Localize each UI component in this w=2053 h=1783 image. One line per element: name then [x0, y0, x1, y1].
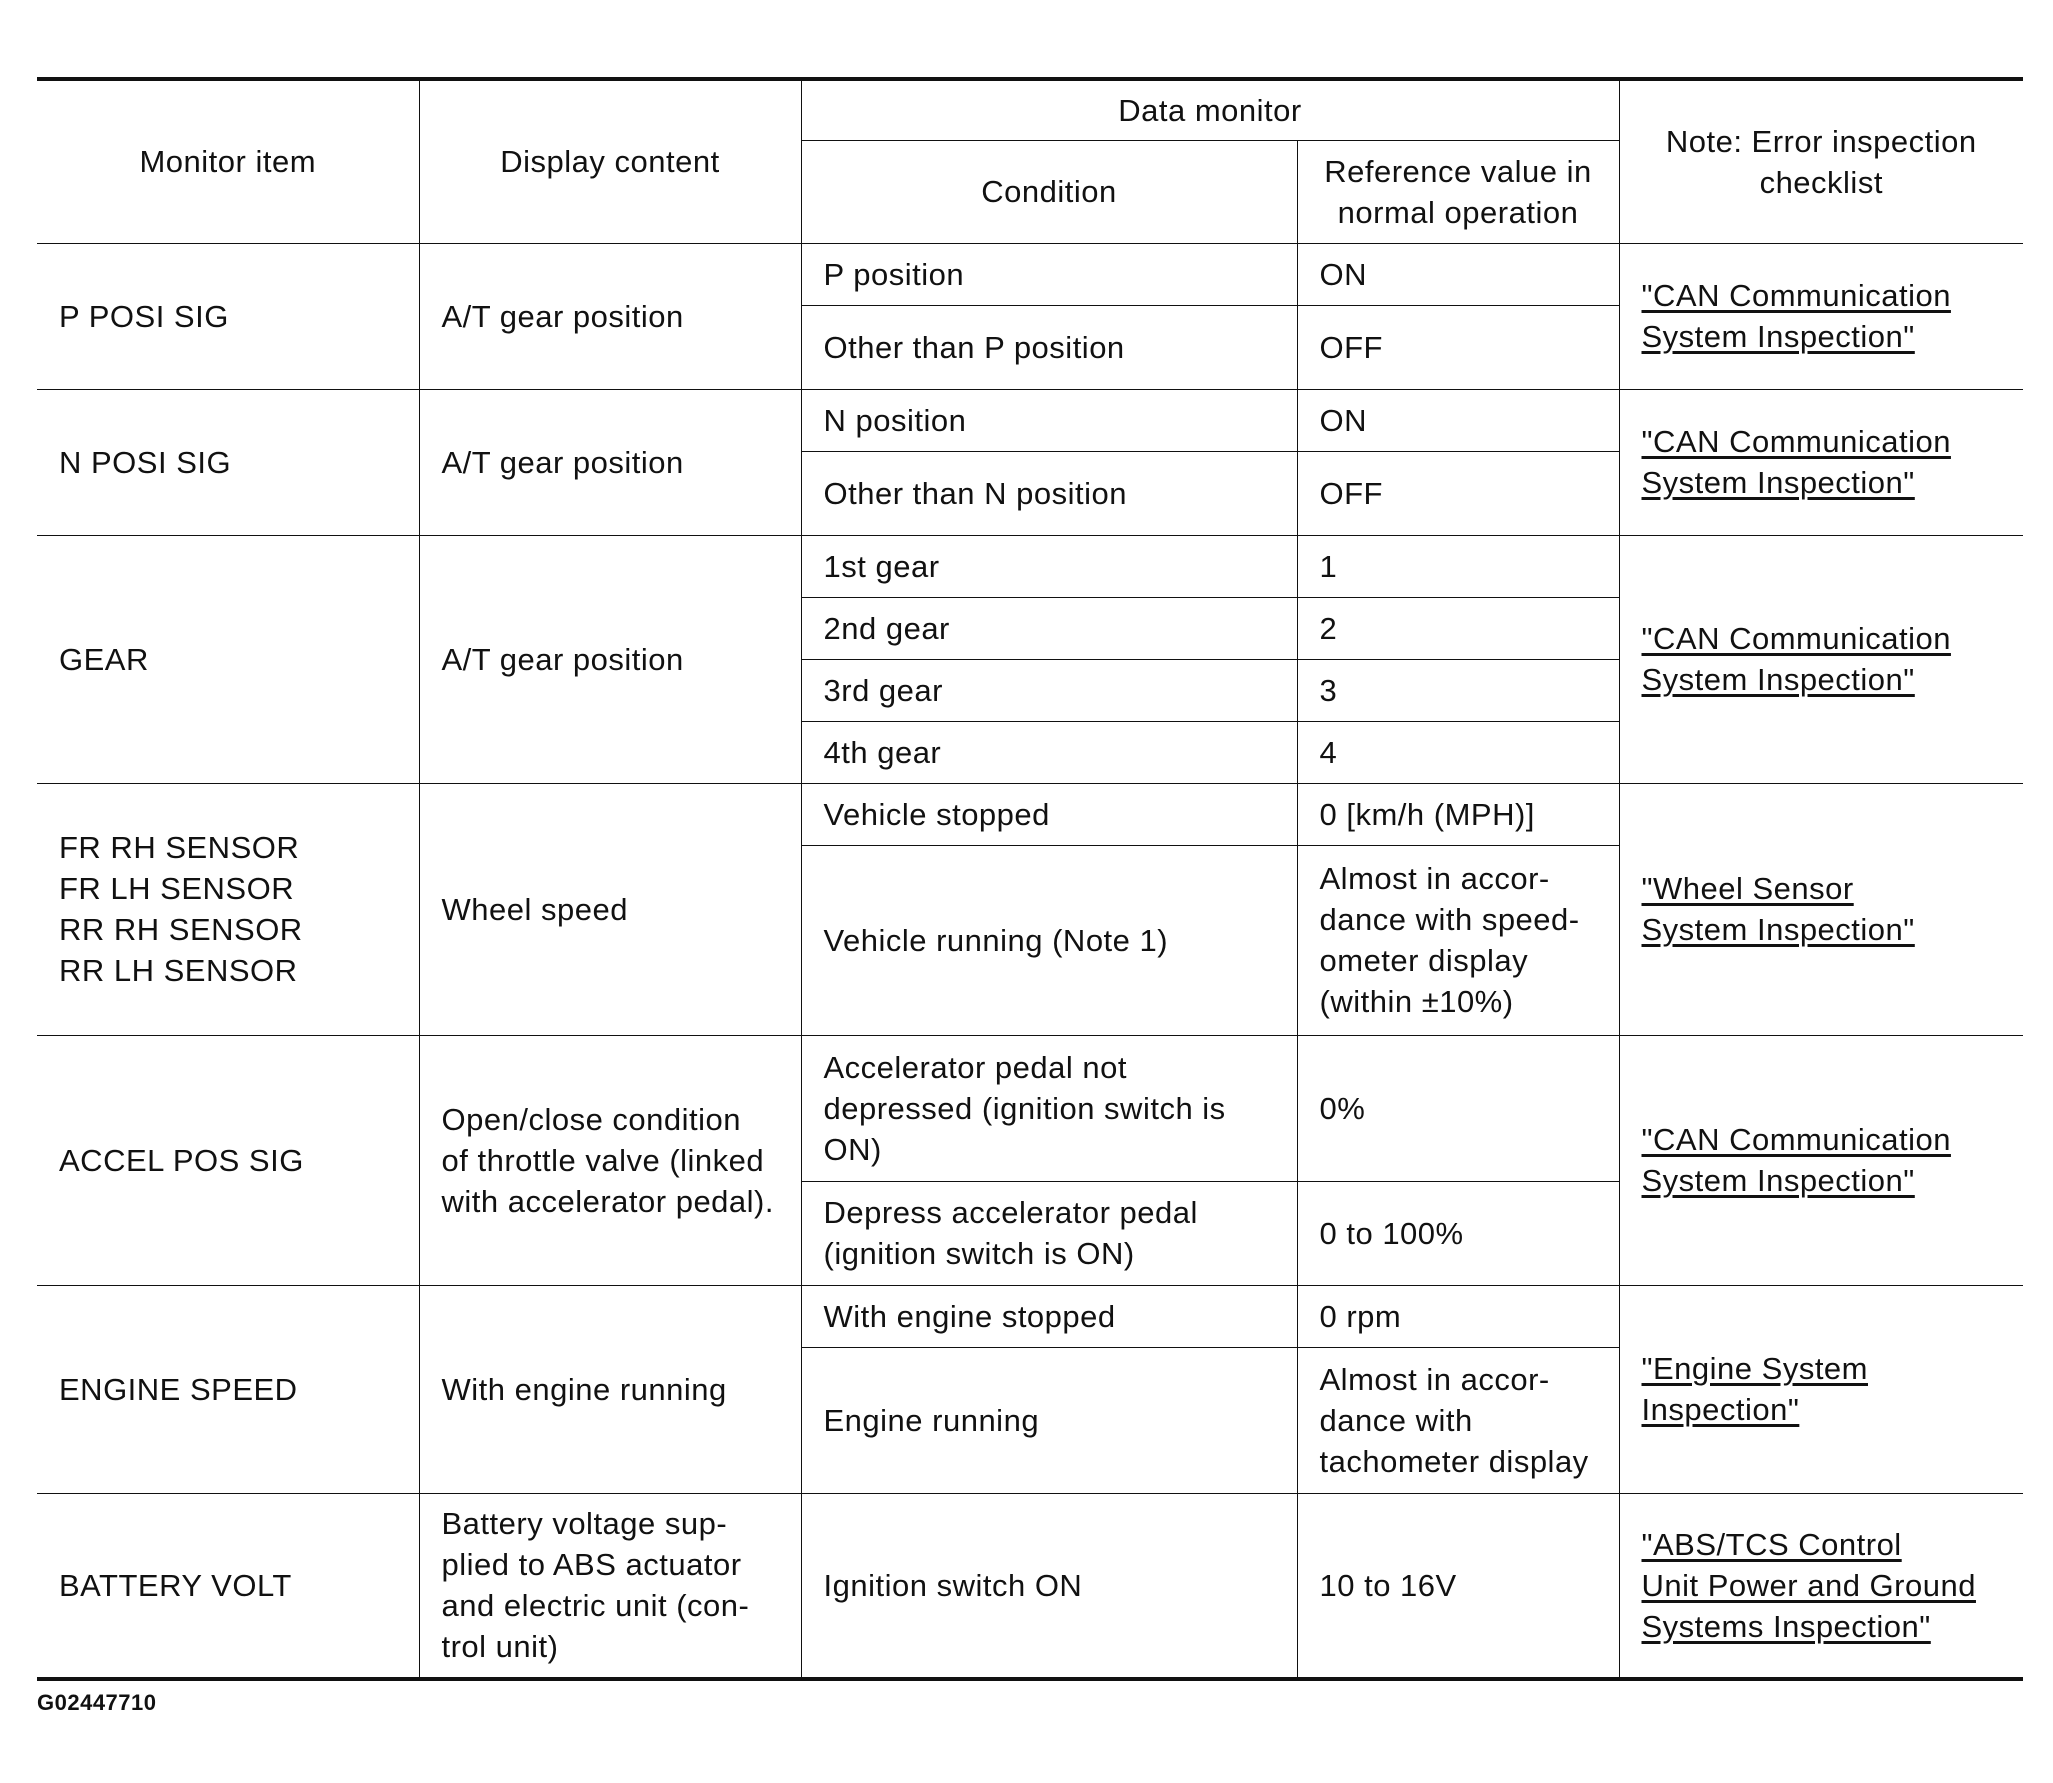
reference-value-cell	[1297, 535, 1619, 597]
table-row	[37, 1285, 2023, 1347]
display-content-cell-line: with accelerator pedal).	[441, 1183, 774, 1219]
reference-value-cell-line: OFF	[1319, 329, 1383, 365]
condition-cell	[801, 845, 1297, 1035]
condition-cell	[801, 1181, 1297, 1285]
condition-cell-line: Depress accelerator pedal	[823, 1195, 1198, 1230]
reference-value-cell-line: (within ±10%)	[1319, 984, 1514, 1019]
monitor-item-cell-line: GEAR	[59, 641, 149, 677]
reference-value-cell	[1297, 1181, 1619, 1285]
reference-value-cell-line: 0 to 100%	[1319, 1215, 1464, 1251]
condition-cell-line: 3rd gear	[823, 672, 943, 708]
reference-value-cell-line: 0 [km/h (MPH)]	[1319, 796, 1535, 832]
inspection-link-cell-line[interactable]: Unit Power and Ground	[1641, 1567, 1976, 1603]
header-row-1	[37, 79, 2023, 140]
display-content-cell	[419, 783, 801, 1035]
monitor-item-cell	[37, 243, 419, 389]
inspection-link-cell-line[interactable]: "Engine System	[1641, 1351, 1868, 1386]
reference-value-cell-line: OFF	[1319, 475, 1383, 511]
inspection-link-cell-line[interactable]: Systems Inspection"	[1641, 1608, 1931, 1644]
header-reference-line1: Reference value in	[1324, 153, 1592, 189]
condition-cell	[801, 659, 1297, 721]
display-content-cell	[419, 535, 801, 783]
display-content-cell	[419, 1493, 801, 1679]
inspection-link-cell[interactable]	[1619, 783, 2023, 1035]
inspection-link-cell-line[interactable]: Inspection"	[1641, 1392, 1800, 1427]
display-content-cell-line: A/T gear position	[441, 444, 684, 480]
display-content-cell	[419, 1035, 801, 1285]
monitor-item-cell	[37, 1285, 419, 1493]
condition-cell-line: Ignition switch ON	[823, 1567, 1083, 1603]
condition-cell-line: P position	[823, 256, 965, 292]
reference-value-cell	[1297, 389, 1619, 451]
monitor-item-cell	[37, 389, 419, 535]
condition-cell-line: Vehicle running (Note 1)	[823, 922, 1169, 958]
table-row	[37, 1493, 2023, 1679]
inspection-link-cell[interactable]	[1619, 389, 2023, 535]
display-content-cell-line: plied to ABS actuator	[441, 1547, 742, 1583]
monitor-item-cell	[37, 783, 419, 1035]
table-row	[37, 243, 2023, 305]
monitor-item-cell-line: BATTERY VOLT	[59, 1567, 292, 1603]
reference-value-cell-line: 0 rpm	[1319, 1298, 1402, 1334]
inspection-link-cell[interactable]	[1619, 1285, 2023, 1493]
monitor-item-cell	[37, 535, 419, 783]
display-content-cell-line: With engine running	[441, 1371, 727, 1407]
condition-cell-line: With engine stopped	[823, 1298, 1116, 1334]
condition-cell-line: (ignition switch is ON)	[823, 1236, 1135, 1271]
condition-cell-line: Accelerator pedal not	[823, 1049, 1127, 1085]
header-display-content: Display content	[419, 79, 801, 243]
table-row	[37, 1035, 2023, 1181]
reference-value-cell	[1297, 305, 1619, 389]
table-row	[37, 783, 2023, 845]
reference-value-cell-line: dance with	[1319, 1402, 1473, 1438]
condition-cell-line: ON)	[823, 1131, 882, 1167]
condition-cell	[801, 389, 1297, 451]
inspection-link-cell-line[interactable]: System Inspection"	[1641, 465, 1915, 500]
data-monitor-table	[37, 77, 2023, 1681]
display-content-cell	[419, 1285, 801, 1493]
condition-cell-line: 4th gear	[823, 734, 942, 770]
reference-value-cell-line: 3	[1319, 672, 1338, 708]
display-content-cell-line: A/T gear position	[441, 641, 684, 677]
condition-cell	[801, 1285, 1297, 1347]
reference-value-cell	[1297, 845, 1619, 1035]
inspection-link-cell-line[interactable]: System Inspection"	[1641, 319, 1915, 354]
condition-cell	[801, 243, 1297, 305]
display-content-cell-line: Wheel speed	[441, 891, 628, 927]
reference-value-cell-line: 4	[1319, 734, 1338, 770]
header-note-line1: Note: Error inspection	[1665, 123, 1977, 159]
condition-cell-line: Other than N position	[823, 475, 1127, 511]
inspection-link-cell-line[interactable]: System Inspection"	[1641, 912, 1915, 947]
table-row	[37, 389, 2023, 451]
display-content-cell-line: Open/close condition	[441, 1101, 742, 1137]
reference-value-cell	[1297, 783, 1619, 845]
reference-value-cell-line: 1	[1319, 548, 1338, 584]
condition-cell	[801, 1035, 1297, 1181]
monitor-item-cell-line: RR LH SENSOR	[59, 953, 298, 988]
condition-cell-line: 1st gear	[823, 548, 940, 584]
reference-value-cell	[1297, 1035, 1619, 1181]
reference-value-cell-line: tachometer display	[1319, 1443, 1589, 1479]
reference-value-cell	[1297, 243, 1619, 305]
header-condition: Condition	[801, 140, 1297, 243]
reference-value-cell	[1297, 1285, 1619, 1347]
condition-cell-line: Other than P position	[823, 329, 1125, 365]
display-content-cell-line: of throttle valve (linked	[441, 1142, 765, 1178]
reference-value-cell-line: ON	[1319, 256, 1367, 292]
monitor-item-cell-line: RR RH SENSOR	[59, 912, 303, 947]
condition-cell-line: Engine running	[823, 1402, 1040, 1438]
inspection-link-cell[interactable]	[1619, 535, 2023, 783]
display-content-cell-line: Battery voltage sup-	[441, 1506, 728, 1542]
condition-cell	[801, 451, 1297, 535]
monitor-item-cell-line: FR RH SENSOR	[59, 830, 300, 865]
condition-cell	[801, 305, 1297, 389]
table-body	[37, 79, 2023, 1679]
header-monitor-item: Monitor item	[37, 79, 419, 243]
reference-value-cell	[1297, 659, 1619, 721]
condition-cell-line: depressed (ignition switch is	[823, 1090, 1226, 1126]
display-content-cell	[419, 243, 801, 389]
header-note-line2: checklist	[1759, 164, 1883, 200]
inspection-link-cell[interactable]	[1619, 1035, 2023, 1285]
reference-value-cell	[1297, 1493, 1619, 1679]
figure-id: G02447710	[37, 1690, 157, 1715]
monitor-item-cell	[37, 1035, 419, 1285]
reference-value-cell	[1297, 597, 1619, 659]
inspection-link-cell-line[interactable]: "CAN Communication	[1641, 621, 1951, 656]
monitor-item-cell-line: N POSI SIG	[59, 444, 232, 480]
inspection-link-cell-line[interactable]: "CAN Communication	[1641, 1122, 1951, 1157]
monitor-item-cell-line: ACCEL POS SIG	[59, 1142, 304, 1178]
condition-cell-line: N position	[823, 402, 967, 438]
monitor-item-cell-line: FR LH SENSOR	[59, 871, 295, 906]
header-data-monitor: Data monitor	[801, 79, 1619, 140]
inspection-link-cell[interactable]	[1619, 1493, 2023, 1679]
monitor-table-sheet	[37, 77, 2023, 1681]
reference-value-cell	[1297, 1347, 1619, 1493]
reference-value-cell	[1297, 721, 1619, 783]
condition-cell	[801, 721, 1297, 783]
condition-cell	[801, 783, 1297, 845]
reference-value-cell-line: 0%	[1319, 1090, 1366, 1126]
condition-cell	[801, 1493, 1297, 1679]
condition-cell	[801, 597, 1297, 659]
reference-value-cell	[1297, 451, 1619, 535]
monitor-item-cell-line: P POSI SIG	[59, 298, 229, 334]
reference-value-cell-line: ON	[1319, 402, 1367, 438]
condition-cell	[801, 535, 1297, 597]
inspection-link-cell-line[interactable]: "Wheel Sensor	[1641, 871, 1854, 906]
display-content-cell-line: A/T gear position	[441, 298, 684, 334]
header-reference-line2: normal operation	[1337, 194, 1579, 230]
display-content-cell	[419, 389, 801, 535]
header-note	[1619, 79, 2023, 243]
inspection-link-cell-line[interactable]: "ABS/TCS Control	[1641, 1526, 1902, 1562]
condition-cell-line: 2nd gear	[823, 610, 950, 646]
condition-cell-line: Vehicle stopped	[823, 796, 1050, 832]
inspection-link-cell-line[interactable]: "CAN Communication	[1641, 278, 1951, 313]
header-reference	[1297, 140, 1619, 243]
reference-value-cell-line: Almost in accor-	[1319, 861, 1550, 896]
reference-value-cell-line: Almost in accor-	[1319, 1361, 1550, 1397]
display-content-cell-line: trol unit)	[441, 1629, 559, 1665]
inspection-link-cell-line[interactable]: "CAN Communication	[1641, 424, 1951, 459]
inspection-link-cell-line[interactable]: System Inspection"	[1641, 1163, 1915, 1198]
reference-value-cell-line: 2	[1319, 610, 1338, 646]
table-row	[37, 535, 2023, 597]
reference-value-cell-line: dance with speed-	[1319, 902, 1580, 937]
inspection-link-cell[interactable]	[1619, 243, 2023, 389]
monitor-item-cell	[37, 1493, 419, 1679]
condition-cell	[801, 1347, 1297, 1493]
reference-value-cell-line: 10 to 16V	[1319, 1567, 1457, 1603]
monitor-item-cell-line: ENGINE SPEED	[59, 1371, 298, 1407]
reference-value-cell-line: ometer display	[1319, 943, 1529, 978]
display-content-cell-line: and electric unit (con-	[441, 1588, 750, 1624]
inspection-link-cell-line[interactable]: System Inspection"	[1641, 662, 1915, 697]
